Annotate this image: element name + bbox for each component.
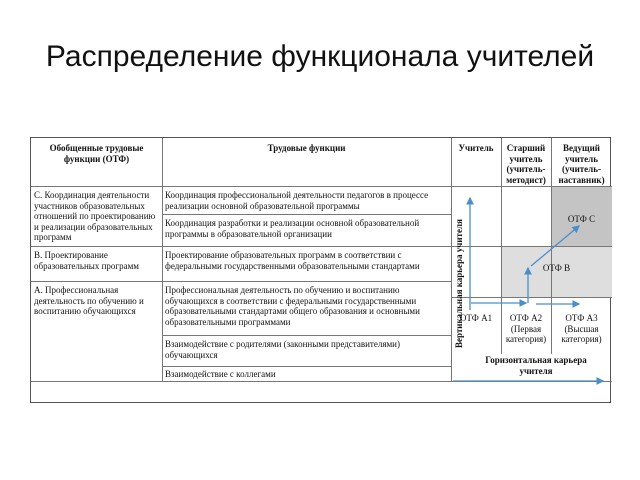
header-functions: Трудовые функции bbox=[267, 143, 346, 153]
horizontal-career-label: Горизонтальная карьера учителя bbox=[485, 355, 587, 376]
career-arrows bbox=[31, 138, 612, 404]
header-teacher: Учитель bbox=[458, 143, 494, 153]
otf-b-label: ОТФ В bbox=[542, 263, 571, 273]
otf-a2-label: ОТФ А2 (Первая категория) bbox=[505, 313, 547, 344]
arrow-b-to-c bbox=[531, 226, 579, 266]
vertical-career-label: Вертикальная карьера учителя bbox=[454, 219, 464, 348]
otf-c-name: С. Координация деятельности участников образовательных отношений по проектированию и реализации образовательных программ bbox=[34, 190, 156, 242]
header-lead-teacher: Ведущий учитель (учитель-наставник) bbox=[558, 143, 605, 185]
function-a2: Взаимодействие с родителями (законными представителями) обучающихся bbox=[165, 339, 400, 360]
otf-b-name: В. Проектирование образовательных программ bbox=[34, 250, 139, 271]
otf-c-label: ОТФ С bbox=[567, 214, 596, 224]
otf-a-name: А. Профессиональная деятельность по обучению и воспитанию обучающихся bbox=[34, 285, 144, 316]
function-c2: Координация разработки и реализации основной образовательной программы в образовательной организации bbox=[165, 218, 420, 239]
otf-a3-label: ОТФ А3 (Высшая категория) bbox=[561, 313, 602, 344]
function-b1: Проектирование образовательных программ в соответствии с федеральными государственными образовательными стандартами bbox=[165, 250, 420, 271]
header-otf: Обобщенные трудовые функции (ОТФ) bbox=[49, 143, 144, 164]
slide-title: Распределение функционала учителей bbox=[45, 40, 595, 73]
functions-table bbox=[30, 137, 611, 403]
header-senior-teacher: Старший учитель (учитель-методист) bbox=[506, 143, 546, 185]
function-c1: Координация профессиональной деятельности педагогов в процессе реализации основной образовательной программы bbox=[165, 190, 429, 211]
otf-a1-label: ОТФ А1 bbox=[459, 313, 493, 323]
function-a3: Взаимодействие с коллегами bbox=[165, 369, 276, 379]
function-a1: Профессиональная деятельность по обучению и воспитанию обучающихся в соответствии с федеральными государственными образовательными стандартами общего образования и основными образовательными программами bbox=[165, 285, 420, 327]
